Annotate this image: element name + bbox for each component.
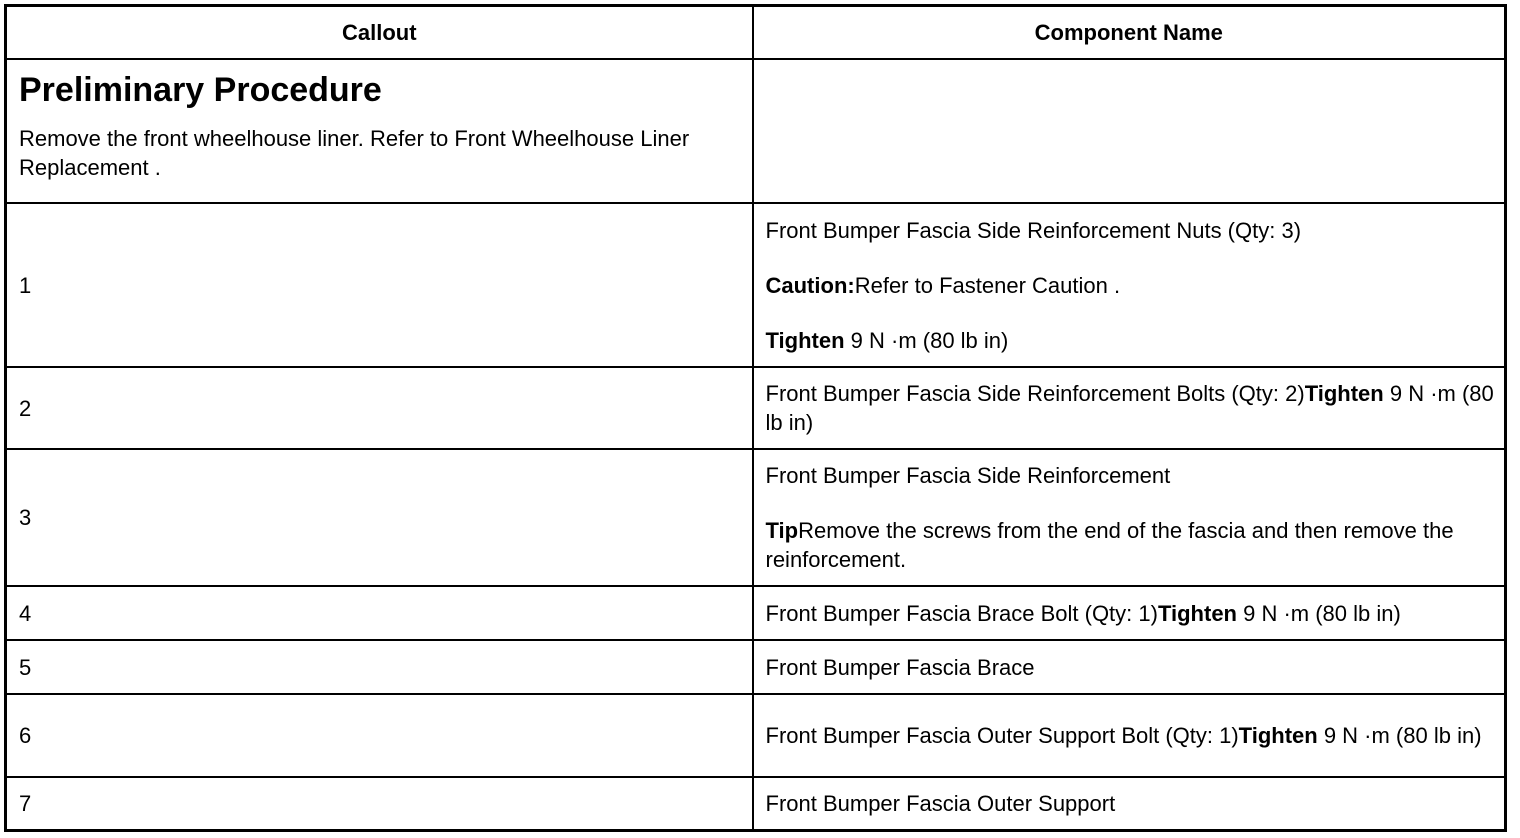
callout-cell: 1 xyxy=(6,203,753,367)
table-row xyxy=(6,367,1506,449)
tighten-value: 9 N ·m (80 lb in) xyxy=(1237,600,1401,626)
component-name: Front Bumper Fascia Side Reinforcement Bolts (Qty: 2) xyxy=(765,381,1305,407)
tighten-label: Tighten xyxy=(1238,723,1318,749)
tighten-spec xyxy=(766,326,1495,355)
callout-cell: 3 xyxy=(6,449,753,586)
component-spec xyxy=(766,599,1495,628)
component-name-cell xyxy=(753,694,1506,777)
tighten-label: Tighten xyxy=(1304,381,1384,407)
component-table xyxy=(4,4,1507,832)
component-name: Front Bumper Fascia Outer Support Bolt (Qty: 1) xyxy=(765,723,1239,749)
callout-cell: 7 xyxy=(6,777,753,830)
table-header-row xyxy=(6,6,1506,60)
tighten-value: 9 N ·m (80 lb in) xyxy=(1317,723,1482,749)
preliminary-procedure-text: Remove the front wheelhouse liner. Refer to Front Wheelhouse Liner Replacement . xyxy=(19,126,690,181)
component-spec xyxy=(766,721,1495,750)
callout-cell: 2 xyxy=(6,367,753,449)
table-row xyxy=(6,586,1506,640)
tip-text: Remove the screws from the end of the fascia and then remove the reinforcement. xyxy=(765,518,1454,573)
component-spec xyxy=(766,379,1495,437)
component-name: Front Bumper Fascia Brace Bolt (Qty: 1) xyxy=(765,600,1158,626)
table-row xyxy=(6,777,1506,830)
component-name-cell xyxy=(753,449,1506,586)
caution-label: Caution: xyxy=(765,272,855,298)
table-row xyxy=(6,640,1506,694)
tighten-label: Tighten xyxy=(765,327,845,353)
component-name-cell xyxy=(753,367,1506,449)
table-row xyxy=(6,203,1506,367)
component-name-cell xyxy=(753,777,1506,830)
preliminary-procedure-empty-cell xyxy=(753,59,1506,203)
component-name: Front Bumper Fascia Side Reinforcement xyxy=(765,463,1171,489)
caution-note xyxy=(766,271,1495,300)
component-name-cell xyxy=(753,203,1506,367)
component-name: Front Bumper Fascia Brace xyxy=(765,654,1035,680)
tip-note xyxy=(766,516,1495,574)
table-row xyxy=(6,449,1506,586)
preliminary-procedure-title: Preliminary Procedure xyxy=(19,71,382,110)
tighten-label: Tighten xyxy=(1157,600,1237,626)
component-name: Front Bumper Fascia Outer Support xyxy=(765,791,1116,817)
callout-cell: 4 xyxy=(6,586,753,640)
tighten-value: 9 N ·m (80 lb in) xyxy=(844,327,1009,353)
callout-column-header: Callout xyxy=(6,6,753,60)
tip-label: Tip xyxy=(765,518,799,544)
component-name-cell xyxy=(753,586,1506,640)
preliminary-procedure-row xyxy=(6,59,1506,203)
component-name: Front Bumper Fascia Side Reinforcement Nuts (Qty: 3) xyxy=(765,217,1302,243)
caution-text: Refer to Fastener Caution . xyxy=(854,272,1121,298)
component-table-container xyxy=(4,4,1507,832)
callout-cell: 6 xyxy=(6,694,753,777)
table-row xyxy=(6,694,1506,777)
component-name-cell xyxy=(753,640,1506,694)
preliminary-procedure-cell xyxy=(6,59,753,203)
tighten-value: 9 N ·m (80 lb in) xyxy=(765,381,1494,436)
component-name-column-header: Component Name xyxy=(753,6,1506,60)
callout-cell: 5 xyxy=(6,640,753,694)
